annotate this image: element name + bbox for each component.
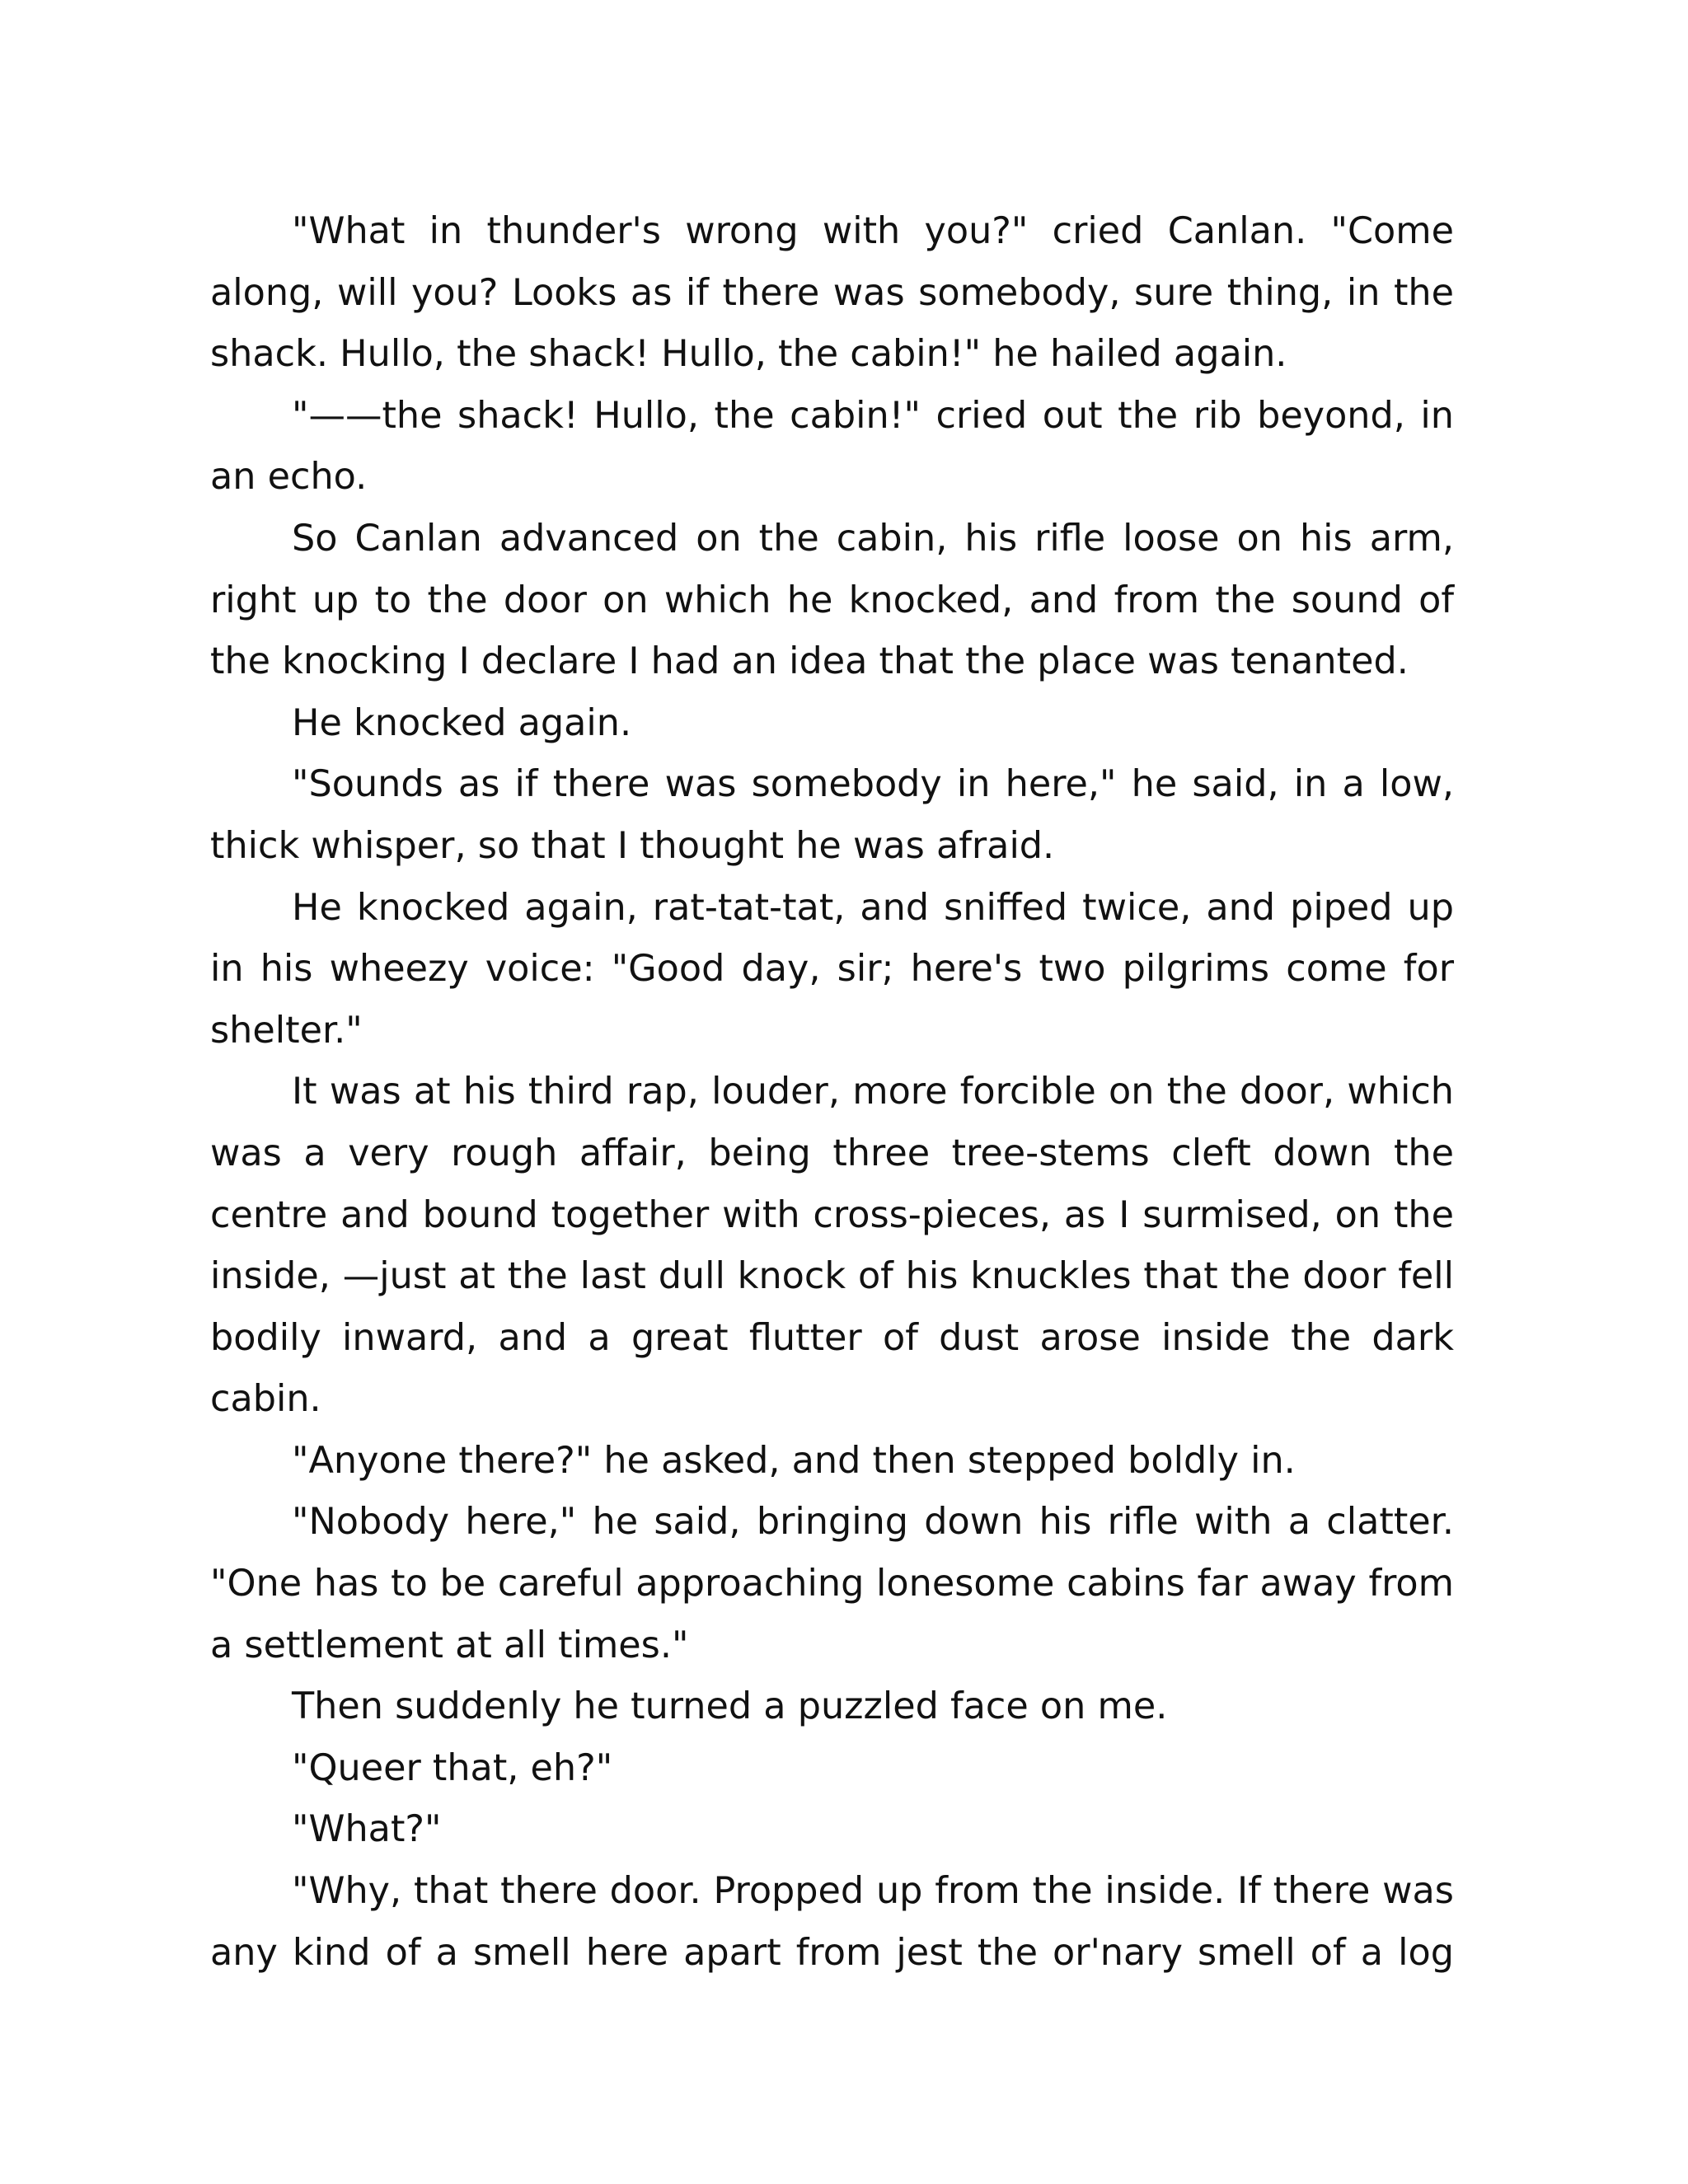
- paragraph: "Anyone there?" he asked, and then stepped boldly in.: [292, 1439, 1296, 1482]
- paragraph: He knocked again.: [292, 701, 632, 744]
- paragraph: "Sounds as if there was somebody in here," he said, in a low, thick whisper, so that I thought he was afraid.: [210, 763, 1454, 867]
- paragraph: "——the shack! Hullo, the cabin!" cried out the rib beyond, in an echo.: [210, 394, 1454, 499]
- paragraph: It was at his third rap, louder, more forcible on the door, which was a very rough affair, being three tree-stems cleft down the centre and bound together with cross-pieces, as I surmised, on the inside, —just at the last dull knock of his knuckles that the door fell bodily inward, and a great flutter of dust arose inside the dark cabin.: [210, 1071, 1454, 1421]
- paragraph: Then suddenly he turned a puzzled face on me.: [292, 1685, 1168, 1728]
- book-page: [210, 201, 1454, 1984]
- paragraph: He knocked again, rat-tat-tat, and sniffed twice, and piped up in his wheezy voice: "Good day, sir; here's two pilgrims come for shelter.": [210, 886, 1454, 1052]
- paragraph: "What in thunder's wrong with you?" cried Canlan. "Come along, will you? Looks as if there was somebody, sure thing, in the shack. Hullo, the shack! Hullo, the cabin!" he hailed again.: [210, 210, 1454, 376]
- paragraph: "Queer that, eh?": [292, 1746, 613, 1789]
- paragraph: So Canlan advanced on the cabin, his rifle loose on his arm, right up to the door on which he knocked, and from the sound of the knocking I declare I had an idea that the place was tenanted.: [210, 517, 1454, 683]
- paragraph: "Why, that there door. Propped up from the inside. If there was any kind of a smell here apart from jest the or'nary smell of a log: [210, 1870, 1454, 1974]
- paragraph: "What?": [292, 1808, 442, 1851]
- paragraph: "Nobody here," he said, bringing down his rifle with a clatter. "One has to be careful approaching lonesome cabins far away from a settlement at all times.": [210, 1501, 1454, 1666]
